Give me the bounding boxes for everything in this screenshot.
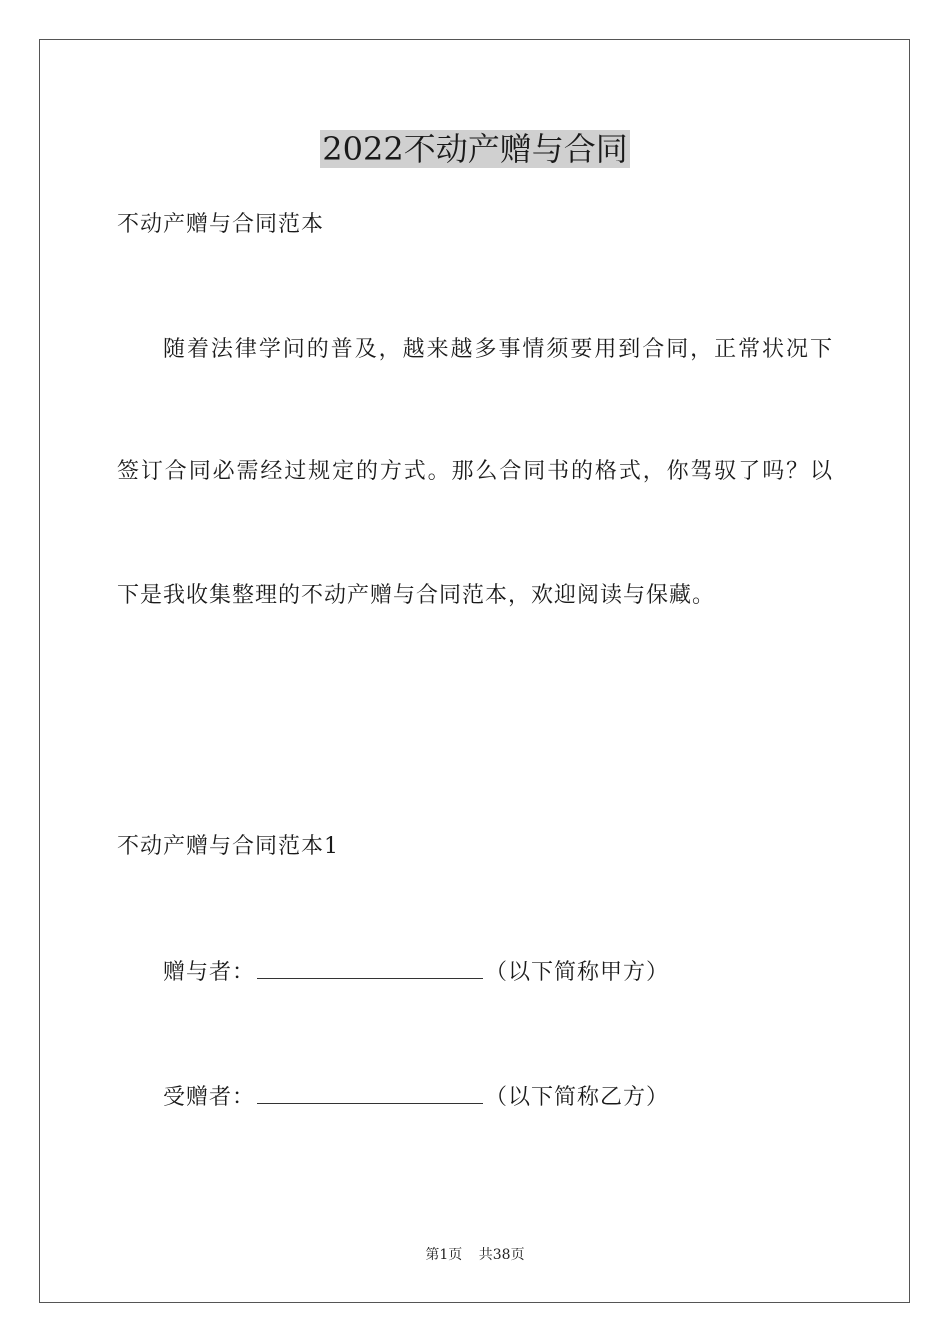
- section-heading: 不动产赠与合同范本1: [117, 834, 339, 859]
- document-title-text: 2022不动产赠与合同: [322, 130, 628, 168]
- intro-line-3: 下是我收集整理的不动产赠与合同范本，欢迎阅读与保藏。: [117, 583, 716, 608]
- page-footer: [0, 1245, 950, 1265]
- donor-field-row: [163, 956, 669, 988]
- intro-line-2: 签订合同必需经过规定的方式。那么合同书的格式，你驾驭了吗？以: [117, 459, 833, 484]
- document-title: [0, 126, 950, 172]
- donee-label: 受赠者：: [163, 1085, 256, 1110]
- donor-suffix: （以下简称甲方）: [485, 960, 670, 985]
- donee-input-blank[interactable]: [257, 1081, 483, 1104]
- intro-line-1: 随着法律学问的普及，越来越多事情须要用到合同，正常状况下: [163, 337, 833, 362]
- donee-field-row: [163, 1081, 669, 1113]
- page-number-total: 共38页: [478, 1247, 525, 1263]
- donor-label: 赠与者：: [163, 960, 256, 985]
- donor-input-blank[interactable]: [257, 956, 483, 979]
- document-subtitle: 不动产赠与合同范本: [117, 212, 325, 237]
- page-number-current: 第1页: [425, 1247, 463, 1263]
- donee-suffix: （以下简称乙方）: [485, 1085, 670, 1110]
